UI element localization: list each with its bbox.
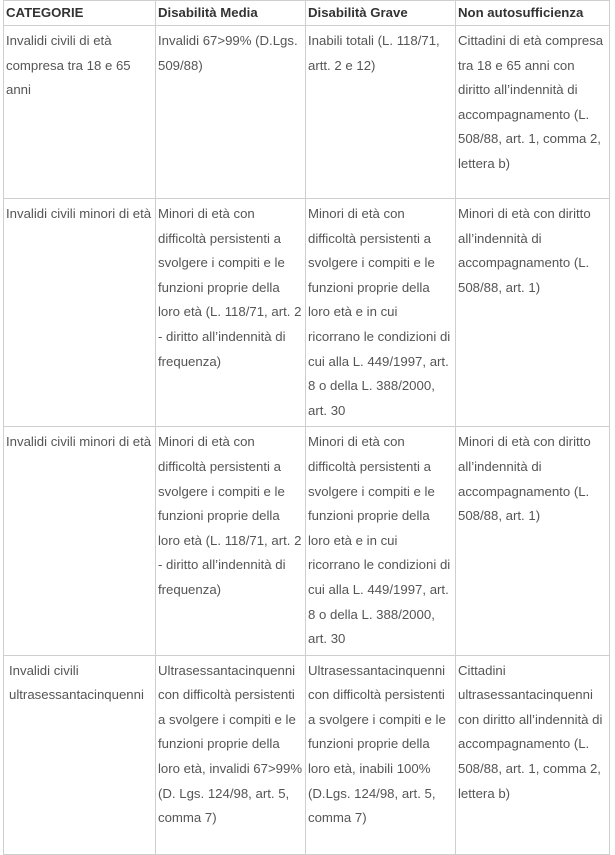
- header-disabilita-grave: Disabilità Grave: [306, 1, 456, 26]
- header-disabilita-media: Disabilità Media: [156, 1, 306, 26]
- cell-categoria: Invalidi civili di età compresa tra 18 e 65 anni: [4, 26, 156, 199]
- cell-disabilita-media: Minori di età con difficoltà persistenti a svolgere i compiti e le funzioni proprie della loro età (L. 118/71, art. 2 - diritto all’indennità di frequenza): [156, 427, 306, 655]
- cell-non-autosufficienza: Cittadini ultrasessantacinquenni con diritto all’indennità di accompagnamento (L. 508/88, art. 1, comma 2, lettera b): [456, 655, 610, 854]
- table-row: [4, 655, 610, 854]
- cell-disabilita-grave: Inabili totali (L. 118/71, artt. 2 e 12): [306, 26, 456, 199]
- cell-disabilita-grave: Ultrasessantacinquenni con difficoltà persistenti a svolgere i compiti e le funzioni proprie della loro età, inabili 100% (D.Lgs. 124/98, art. 5, comma 7): [306, 655, 456, 854]
- table-row: [4, 427, 610, 655]
- cell-disabilita-media: Ultrasessantacinquenni con difficoltà persistenti a svolgere i compiti e le funzioni proprie della loro età, invalidi 67>99%(D. Lgs. 124/98, art. 5, comma 7): [156, 655, 306, 854]
- cell-categoria: Invalidi civili ultrasessantacinquenni: [4, 655, 156, 854]
- cell-categoria: Invalidi civili minori di età: [4, 427, 156, 655]
- table-header-row: [4, 1, 610, 26]
- cell-disabilita-media: Minori di età con difficoltà persistenti a svolgere i compiti e le funzioni proprie della loro età (L. 118/71, art. 2 - diritto all’indennità di frequenza): [156, 199, 306, 427]
- cell-non-autosufficienza: Minori di età con diritto all’indennità di accompagnamento (L. 508/88, art. 1): [456, 199, 610, 427]
- cell-non-autosufficienza: Minori di età con diritto all’indennità di accompagnamento (L. 508/88, art. 1): [456, 427, 610, 655]
- disability-categories-table: [3, 0, 610, 855]
- cell-non-autosufficienza: Cittadini di età compresa tra 18 e 65 anni con diritto all’indennità di accompagnamento (L. 508/88, art. 1, comma 2, lettera b): [456, 26, 610, 199]
- cell-disabilita-media: Invalidi 67>99% (D.Lgs. 509/88): [156, 26, 306, 199]
- header-non-autosufficienza: Non autosufficienza: [456, 1, 610, 26]
- cell-disabilita-grave: Minori di età con difficoltà persistenti a svolgere i compiti e le funzioni proprie della loro età e in cui ricorrano le condizioni di cui alla L. 449/1997, art. 8 o della L. 388/2000, art. 30: [306, 427, 456, 655]
- header-categorie: CATEGORIE: [4, 1, 156, 26]
- table-row: [4, 199, 610, 427]
- table-row: [4, 26, 610, 199]
- cell-disabilita-grave: Minori di età con difficoltà persistenti a svolgere i compiti e le funzioni proprie della loro età e in cui ricorrano le condizioni di cui alla L. 449/1997, art. 8 o della L. 388/2000, art. 30: [306, 199, 456, 427]
- cell-categoria: Invalidi civili minori di età: [4, 199, 156, 427]
